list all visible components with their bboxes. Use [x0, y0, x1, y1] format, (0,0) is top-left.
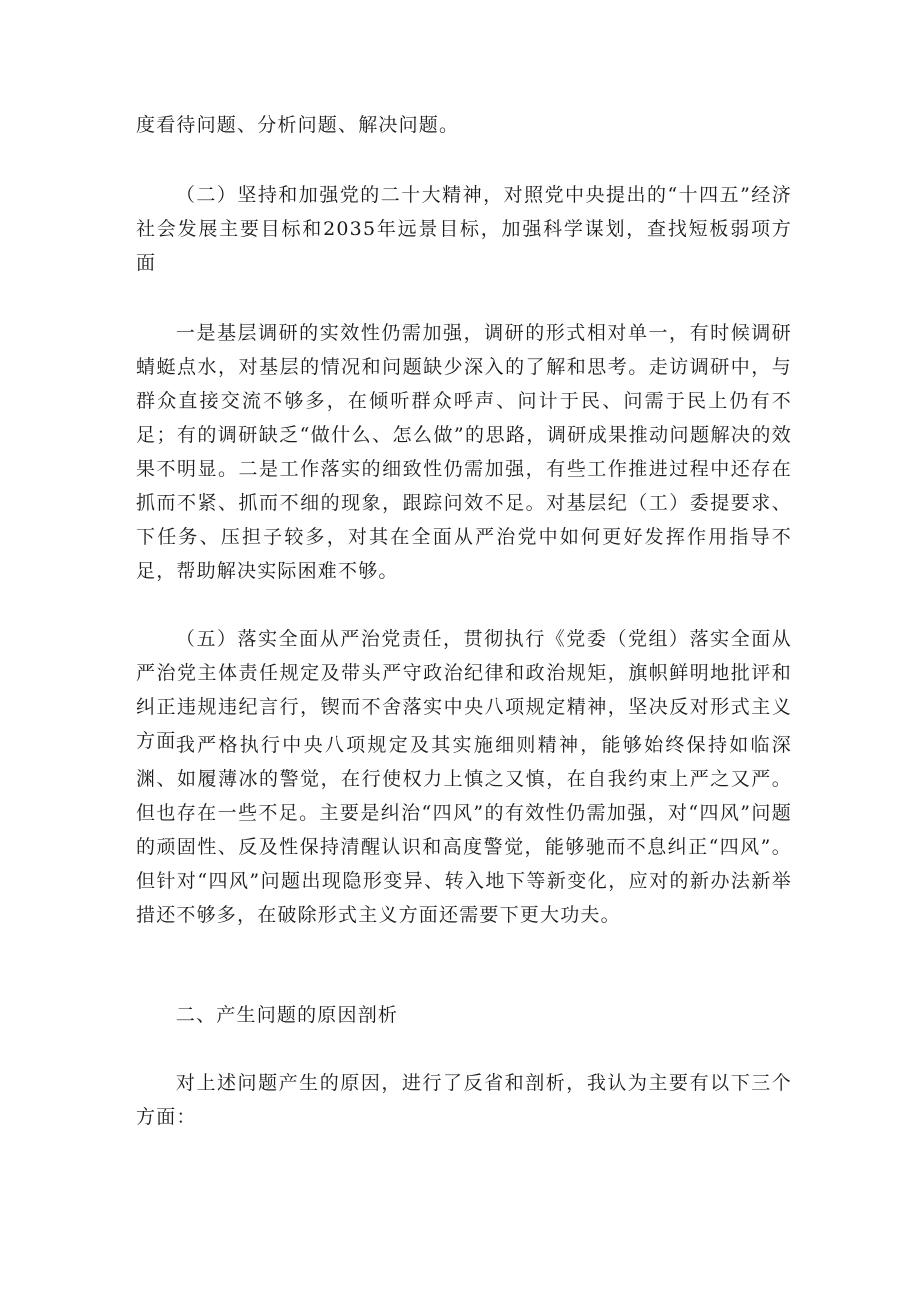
paragraph-causes-intro: 对上述问题产生的原因，进行了反省和剖析，我认为主要有以下三个方面：: [136, 1072, 792, 1128]
section-heading-two: （二）坚持和加强党的二十大精神，对照党中央提出的“十四五”经济社会发展主要目标和2035年远景目标，加强科学谋划，查找短板弱项方面: [136, 184, 792, 274]
section-heading-causes: 二、产生问题的原因剖析: [175, 1004, 399, 1026]
paragraph-research-issues: 一是基层调研的实效性仍需加强，调研的形式相对单一，有时候调研蜻蜓点水，对基层的情况和问题缺少深入的了解和思考。走访调研中，与群众直接交流不够多，在倾听群众呼声、问计于民、问需于民上仍有不足；有的调研缺乏“做什么、怎么做”的思路，调研成果推动问题解决的效果不明显。二是工作落实的细致性仍需加强，有些工作推进过程中还存在抓而不紧、抓而不细的现象，跟踪问效不足。对基层纪（工）委提要求、下任务、压担子较多，对其在全面从严治党中如何更好发挥作用指导不足，帮助解决实际困难不够。: [136, 322, 792, 582]
paragraph-continuation: 度看待问题、分析问题、解决问题。: [136, 114, 460, 136]
paragraph-eight-rules: 我严格执行中央八项规定及其实施细则精神，能够始终保持如临深渊、如履薄冰的警觉，在行使权力上慎之又慎，在自我约束上严之又严。但也存在一些不足。主要是纠治“四风”的有效性仍需加强，对“四风”问题的顽固性、反及性保持清醒认识和高度警觉，能够驰而不息纠正“四风”。但针对“四风”问题出现隐形变异、转入地下等新变化，应对的新办法新举措还不够多，在破除形式主义方面还需要下更大功夫。: [136, 734, 792, 926]
section-heading-five: （五）落实全面从严治党责任，贯彻执行《党委（党组）落实全面从严治党主体责任规定及带头严守政治纪律和政治规矩，旗帜鲜明地批评和纠正违规违纪言行，锲而不舍落实中央八项规定精神，坚决反对形式主义方面: [136, 628, 792, 752]
